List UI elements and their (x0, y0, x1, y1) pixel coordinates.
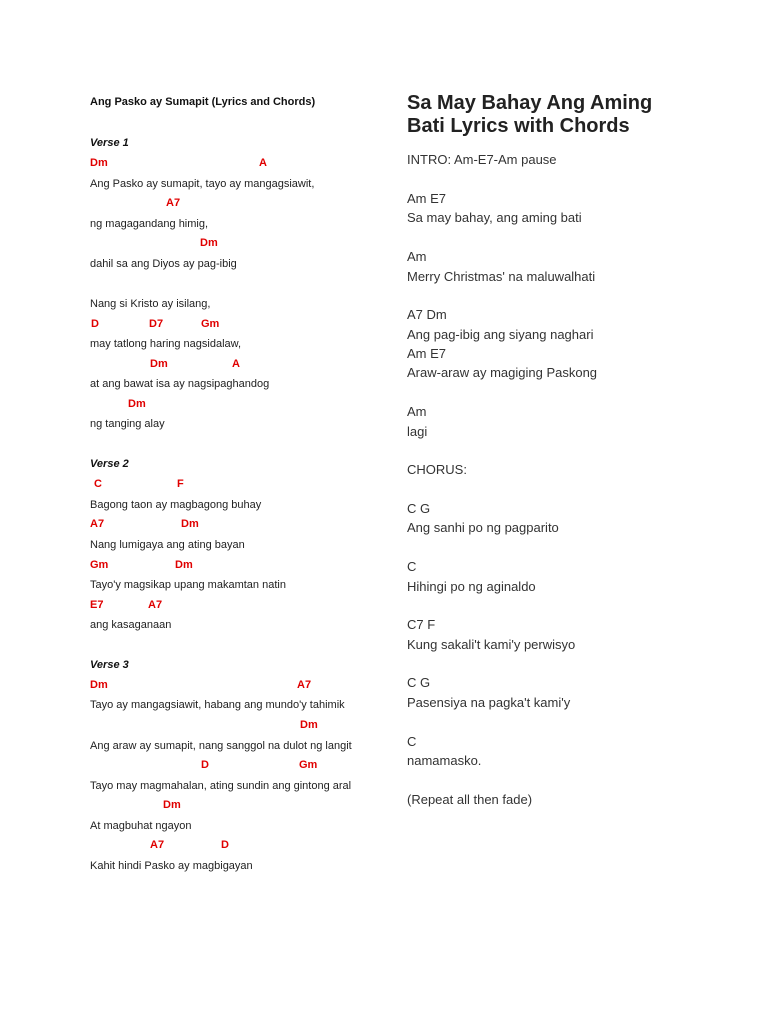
chord: A7 (90, 518, 105, 530)
lyric-line: Tayo'y magsikap upang makamtan natin (90, 579, 286, 591)
chord-line (90, 559, 370, 573)
lyric-line: Nang lumigaya ang ating bayan (90, 539, 245, 551)
intro-line: INTRO: Am-E7-Am pause (407, 152, 557, 167)
lyric-line: namamasko. (407, 753, 482, 768)
chord-text-line: C7 F (407, 617, 436, 632)
lyric-line: Ang araw ay sumapit, nang sanggol na dulot ng langit (90, 740, 352, 752)
lyric-line: Merry Christmas' na maluwalhati (407, 269, 596, 284)
chord: D (201, 759, 209, 771)
lyric-line: Tayo ay mangagsiawit, habang ang mundo'y tahimik (90, 699, 345, 711)
lyric-line: Ang pag-ibig ang siyang naghari (407, 327, 594, 342)
chord-line (90, 478, 370, 492)
chord-line (90, 599, 370, 613)
chord: Dm (300, 719, 318, 731)
chord: A (232, 358, 240, 370)
chord: Dm (181, 518, 199, 530)
song-title-left: Ang Pasko ay Sumapit (Lyrics and Chords) (90, 96, 316, 108)
chord: E7 (90, 599, 104, 611)
chord-text-line: Am (407, 404, 427, 419)
verse-2-heading: Verse 2 (90, 458, 129, 470)
song-title-right (407, 92, 652, 138)
chord: Dm (90, 679, 108, 691)
chord-line (90, 237, 370, 251)
chord: A7 (148, 599, 163, 611)
chord-text-line: Am (407, 249, 427, 264)
chord-line (90, 799, 370, 813)
chord-line (90, 518, 370, 532)
chorus-label: CHORUS: (407, 462, 467, 477)
chord-line (90, 318, 370, 332)
lyric-line: Araw-araw ay magiging Paskong (407, 365, 598, 380)
verse-1-heading: Verse 1 (90, 137, 129, 149)
chord: Dm (175, 559, 193, 571)
lyric-line: ang kasaganaan (90, 619, 172, 631)
lyric-line: Tayo may magmahalan, ating sundin ang gintong aral (90, 780, 352, 792)
lyric-line: Ang sanhi po ng pagparito (407, 520, 559, 535)
chord-line (90, 839, 370, 853)
verse-3-heading: Verse 3 (90, 659, 129, 671)
chord: Dm (128, 398, 146, 410)
chord-text-line: C G (407, 501, 431, 516)
chord-text-line: C (407, 734, 417, 749)
chord: A7 (150, 839, 165, 851)
chord-text-line: A7 Dm (407, 307, 447, 322)
chord: Gm (201, 318, 220, 330)
chord: A7 (297, 679, 312, 691)
chord: Dm (90, 157, 108, 169)
chord: F (177, 478, 184, 490)
chord: A (259, 157, 267, 169)
lyric-line: ng tanging alay (90, 418, 165, 430)
title-line: Sa May Bahay Ang Aming (407, 92, 653, 114)
chord-text-line: Am E7 (407, 346, 447, 361)
chord: Gm (299, 759, 318, 771)
chord-line (90, 197, 370, 211)
chord-text-line: C G (407, 675, 431, 690)
lyric-line: may tatlong haring nagsidalaw, (90, 338, 242, 350)
chord-line (90, 157, 370, 171)
chord-line (90, 679, 370, 693)
lyric-line: Nang si Kristo ay isilang, (90, 298, 211, 310)
lyric-line: Pasensiya na pagka't kami'y (407, 695, 571, 710)
chord: D (221, 839, 229, 851)
chord: Gm (90, 559, 109, 571)
lyric-line: ng magagandang himig, (90, 218, 209, 230)
lyric-line: At magbuhat ngayon (90, 820, 192, 832)
lyric-line: Sa may bahay, ang aming bati (407, 210, 582, 225)
title-line: Bati Lyrics with Chords (407, 115, 630, 137)
chord: D7 (149, 318, 164, 330)
lyric-line: Bagong taon ay magbagong buhay (90, 499, 262, 511)
chord: Dm (150, 358, 168, 370)
repeat-note: (Repeat all then fade) (407, 792, 533, 807)
chord: D (91, 318, 99, 330)
chord-text-line: C (407, 559, 417, 574)
lyric-line: dahil sa ang Diyos ay pag-ibig (90, 258, 237, 270)
chord: Dm (200, 237, 218, 249)
chord-text-line: Am E7 (407, 191, 447, 206)
lyric-line: lagi (407, 424, 428, 439)
chord-line (90, 719, 370, 733)
chord-line (90, 759, 370, 773)
chord: Dm (163, 799, 181, 811)
chord-line (90, 358, 370, 372)
lyric-line: Kung sakali't kami'y perwisyo (407, 637, 576, 652)
chord: C (94, 478, 102, 490)
chord: A7 (166, 197, 181, 209)
lyric-line: at ang bawat isa ay nagsipaghandog (90, 378, 270, 390)
lyric-line: Hihingi po ng aginaldo (407, 579, 536, 594)
chord-line (90, 398, 370, 412)
lyric-line: Kahit hindi Pasko ay magbigayan (90, 860, 253, 872)
lyric-line: Ang Pasko ay sumapit, tayo ay mangagsiawit, (90, 178, 315, 190)
